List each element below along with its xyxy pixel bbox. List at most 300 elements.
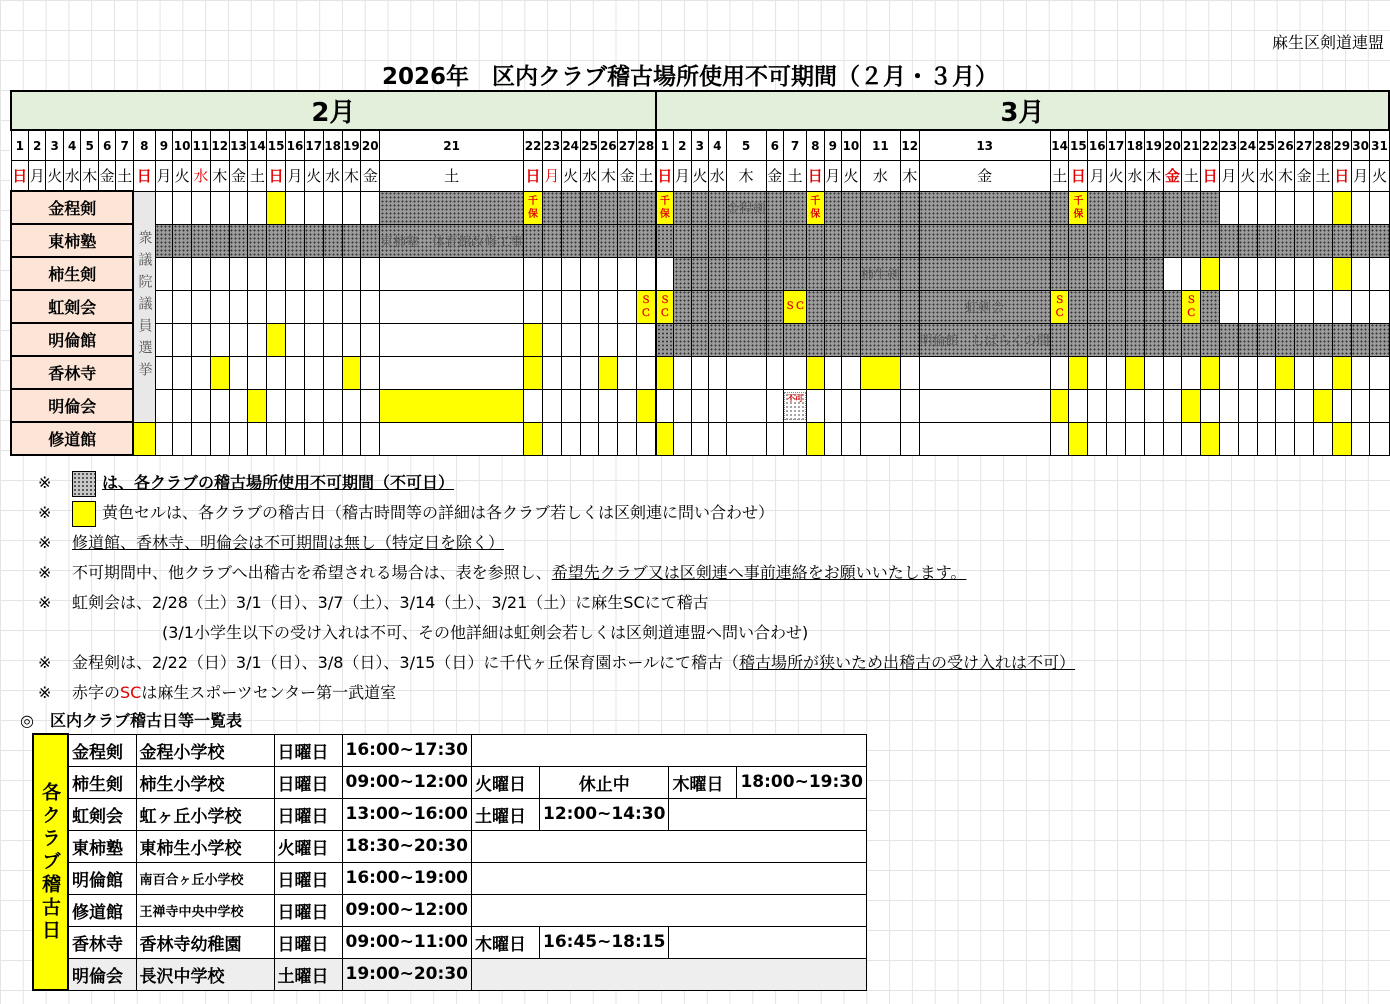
- day-cell: [824, 224, 841, 257]
- day-cell: [304, 290, 323, 323]
- day-cell: [726, 323, 766, 356]
- day-cell: [1201, 257, 1220, 290]
- day-cell: [1182, 356, 1201, 389]
- day-number: 25: [1257, 130, 1276, 161]
- day-cell: [1088, 356, 1107, 389]
- time-1: 09:00~12:00: [342, 766, 471, 798]
- day-cell: [1219, 389, 1238, 422]
- day-cell: [726, 356, 766, 389]
- day-cell: [1088, 191, 1107, 224]
- day-cell: [807, 290, 824, 323]
- day-cell: [1314, 257, 1333, 290]
- weekday: 水: [1125, 161, 1144, 192]
- day-cell: [323, 356, 342, 389]
- day-number: 3: [691, 130, 708, 161]
- day-cell: [542, 356, 561, 389]
- day-cell: [323, 422, 342, 455]
- day-cell: [1314, 422, 1333, 455]
- day-cell: [380, 257, 524, 290]
- weekday: 日: [656, 161, 674, 192]
- day-cell: [1201, 389, 1220, 422]
- club-name: 香林寺: [11, 356, 133, 389]
- club-name: 明倫会: [11, 389, 133, 422]
- day-cell: [860, 323, 900, 356]
- club-name: 香林寺: [68, 926, 136, 958]
- schedule-row: [33, 894, 866, 926]
- weekday: 火: [842, 161, 861, 192]
- day-cell: [210, 356, 229, 389]
- schedule-row: [33, 862, 866, 894]
- day-cell: [1088, 389, 1107, 422]
- day-cell: [637, 389, 656, 422]
- day-cell: [248, 191, 267, 224]
- day-cell: [674, 224, 691, 257]
- schedule-row: [33, 830, 866, 862]
- page-title: 2026年 区内クラブ稽古場所使用不可期間（２月・３月）: [381, 64, 998, 90]
- day-cell: [1163, 224, 1182, 257]
- day-cell: [580, 290, 599, 323]
- unavailable-label: 金程剣: [726, 202, 766, 217]
- day-cell: [361, 323, 380, 356]
- day-cell: [1107, 290, 1126, 323]
- day-cell: [691, 389, 708, 422]
- weekday: 木: [726, 161, 766, 192]
- day-cell: [1295, 224, 1314, 257]
- day-cell: [286, 422, 305, 455]
- day-cell: [1332, 191, 1351, 224]
- club-name: 虹剣会: [68, 798, 136, 830]
- club-name: 柿生剣: [11, 257, 133, 290]
- weekday: 日: [1332, 161, 1351, 192]
- day-cell: [1125, 224, 1144, 257]
- day-cell: [380, 356, 524, 389]
- club-name: 明倫館: [11, 323, 133, 356]
- weekday-1: 日曜日: [274, 766, 342, 798]
- weekday: 火: [561, 161, 580, 192]
- day-cell: [1069, 422, 1088, 455]
- day-cell: [155, 356, 172, 389]
- day-cell: [691, 290, 708, 323]
- day-number: 19: [1144, 130, 1163, 161]
- schedule-table: [32, 733, 867, 991]
- day-cell: [1238, 224, 1257, 257]
- weekday-2: 火曜日: [471, 766, 539, 798]
- day-cell: [1107, 257, 1126, 290]
- day-cell: [248, 422, 267, 455]
- day-number: 28: [637, 130, 656, 161]
- day-cell: [637, 323, 656, 356]
- time-1: 16:00~17:30: [342, 734, 471, 766]
- day-cell: [561, 257, 580, 290]
- day-cell: [155, 191, 172, 224]
- day-cell: [691, 323, 708, 356]
- practice-place: 香林寺幼稚園: [136, 926, 274, 958]
- day-cell: [1332, 422, 1351, 455]
- day-cell: [248, 323, 267, 356]
- day-cell: [1088, 422, 1107, 455]
- day-cell: [1257, 389, 1276, 422]
- day-cell: [1314, 356, 1333, 389]
- day-cell: [1107, 356, 1126, 389]
- day-cell: [919, 290, 1050, 323]
- chiho-mark: 千保: [524, 191, 543, 224]
- day-cell: [542, 323, 561, 356]
- sc-mark: ＳＣ: [637, 290, 656, 323]
- club-row: [11, 389, 1389, 422]
- day-cell: [784, 191, 807, 224]
- day-number: 14: [248, 130, 267, 161]
- day-cell: [842, 389, 861, 422]
- day-number: 18: [1125, 130, 1144, 161]
- day-number: 4: [709, 130, 726, 161]
- day-cell: [1144, 191, 1163, 224]
- day-cell: [342, 389, 361, 422]
- day-cell: [726, 389, 766, 422]
- day-cell: [807, 422, 824, 455]
- day-cell: [1332, 356, 1351, 389]
- day-cell: [919, 257, 1050, 290]
- day-cell: [807, 257, 824, 290]
- day-cell: [919, 422, 1050, 455]
- day-cell: [1088, 323, 1107, 356]
- day-cell: [1069, 290, 1088, 323]
- day-cell: [304, 323, 323, 356]
- day-cell: [192, 224, 211, 257]
- day-number: 22: [524, 130, 543, 161]
- day-cell: [1163, 323, 1182, 356]
- note-yellow: ※ 黄色セルは、各クラブの稽古日（稽古時間等の詳細は各クラブ若しくは区剣連に問い合わせ）: [38, 498, 1075, 528]
- time-1: 16:00~19:00: [342, 862, 471, 894]
- day-number: 18: [323, 130, 342, 161]
- day-number: 29: [1332, 130, 1351, 161]
- day-cell: [637, 422, 656, 455]
- day-cell: [561, 389, 580, 422]
- sc-mark: ＳＣ: [784, 290, 807, 323]
- day-cell: [691, 224, 708, 257]
- weekday: 月: [28, 161, 45, 192]
- day-cell: [248, 224, 267, 257]
- day-cell: [248, 389, 267, 422]
- chiho-mark: 千保: [656, 191, 674, 224]
- day-cell: [229, 290, 248, 323]
- day-cell: [561, 290, 580, 323]
- day-cell: [323, 257, 342, 290]
- organization-name: 麻生区剣道連盟: [1271, 33, 1384, 52]
- day-cell: [900, 191, 919, 224]
- day-number: 7: [116, 130, 133, 161]
- day-cell: [1201, 323, 1220, 356]
- day-cell: [1107, 389, 1126, 422]
- day-cell: [1219, 257, 1238, 290]
- day-number: 12: [210, 130, 229, 161]
- day-cell: [1332, 257, 1351, 290]
- day-cell: [1125, 323, 1144, 356]
- day-number: 27: [618, 130, 637, 161]
- day-cell: [1219, 290, 1238, 323]
- club-name: 金程剣: [11, 191, 133, 224]
- day-cell: [860, 191, 900, 224]
- day-cell: [380, 224, 524, 257]
- sc-mark: ＳＣ: [1050, 290, 1069, 323]
- day-cell: [524, 356, 543, 389]
- day-cell: [726, 191, 766, 224]
- day-cell: [1182, 422, 1201, 455]
- weekday-1: 日曜日: [274, 894, 342, 926]
- weekday-1: 日曜日: [274, 734, 342, 766]
- weekday-1: 日曜日: [274, 862, 342, 894]
- day-cell: [1332, 224, 1351, 257]
- day-cell: [900, 422, 919, 455]
- day-cell: [524, 224, 543, 257]
- day-cell: [286, 323, 305, 356]
- day-cell: [709, 323, 726, 356]
- day-cell: [173, 323, 192, 356]
- day-number: 24: [1238, 130, 1257, 161]
- day-cell: [807, 224, 824, 257]
- day-cell: [1163, 389, 1182, 422]
- day-cell: [618, 422, 637, 455]
- day-number: 21: [1182, 130, 1201, 161]
- day-cell: [342, 224, 361, 257]
- day-number: 15: [267, 130, 286, 161]
- day-cell: [1238, 191, 1257, 224]
- weekday: 日: [133, 161, 155, 192]
- day-cell: [1069, 389, 1088, 422]
- day-cell: [267, 191, 286, 224]
- day-cell: [637, 224, 656, 257]
- day-cell: [248, 356, 267, 389]
- day-cell: [304, 191, 323, 224]
- empty-cell: [471, 958, 866, 990]
- time-2: 16:45~18:15: [539, 926, 668, 958]
- day-cell: [766, 257, 783, 290]
- day-number: 20: [361, 130, 380, 161]
- day-number: 12: [900, 130, 919, 161]
- day-cell: [784, 356, 807, 389]
- day-cell: [842, 290, 861, 323]
- day-cell: [1351, 290, 1370, 323]
- day-cell: [1163, 191, 1182, 224]
- day-cell: [1182, 224, 1201, 257]
- chiho-mark: 千保: [807, 191, 824, 224]
- day-cell: [1257, 290, 1276, 323]
- club-row: [11, 257, 1389, 290]
- day-cell: [1370, 422, 1389, 455]
- practice-place: 長沢中学校: [136, 958, 274, 990]
- day-cell: [807, 389, 824, 422]
- day-cell: [860, 224, 900, 257]
- day-cell: [1201, 422, 1220, 455]
- day-cell: [1050, 224, 1069, 257]
- day-cell: [229, 422, 248, 455]
- day-cell: [155, 290, 172, 323]
- day-cell: [726, 422, 766, 455]
- day-cell: [342, 191, 361, 224]
- weekday: 月: [824, 161, 841, 192]
- day-cell: [323, 323, 342, 356]
- day-cell: [824, 422, 841, 455]
- day-cell: [286, 257, 305, 290]
- day-cell: [1125, 290, 1144, 323]
- day-cell: [524, 422, 543, 455]
- day-cell: [656, 323, 674, 356]
- day-cell: [210, 257, 229, 290]
- day-number: 3: [46, 130, 63, 161]
- time-3: 18:00~19:30: [737, 766, 866, 798]
- day-cell: [380, 191, 524, 224]
- day-cell: [1276, 422, 1295, 455]
- day-cell: [210, 290, 229, 323]
- day-number: 16: [1088, 130, 1107, 161]
- club-name: 明倫館: [68, 862, 136, 894]
- day-cell: [155, 323, 172, 356]
- unavailable-label: 柿生剣: [860, 268, 900, 283]
- day-cell: [1107, 224, 1126, 257]
- day-cell: [1257, 422, 1276, 455]
- day-cell: [1125, 356, 1144, 389]
- weekday: 木: [900, 161, 919, 192]
- day-cell: [674, 323, 691, 356]
- club-row: [11, 224, 1389, 257]
- day-cell: [361, 224, 380, 257]
- day-cell: [618, 191, 637, 224]
- day-cell: [580, 422, 599, 455]
- empty-cell: [669, 926, 866, 958]
- day-cell: [1201, 191, 1220, 224]
- day-number: 2: [674, 130, 691, 161]
- day-number: 20: [1163, 130, 1182, 161]
- day-cell: [900, 356, 919, 389]
- day-cell: [155, 257, 172, 290]
- club-name: 東柿塾: [68, 830, 136, 862]
- day-cell: [766, 422, 783, 455]
- day-cell: [361, 422, 380, 455]
- day-cell: [1069, 224, 1088, 257]
- day-cell: [709, 356, 726, 389]
- day-cell: [580, 191, 599, 224]
- weekday: 土: [1050, 161, 1069, 192]
- weekday: 日: [1069, 161, 1088, 192]
- weekday: 火: [691, 161, 708, 192]
- day-cell: [599, 356, 618, 389]
- day-cell: [824, 191, 841, 224]
- day-number: 26: [1276, 130, 1295, 161]
- day-cell: [656, 356, 674, 389]
- day-cell: [637, 356, 656, 389]
- day-cell: [674, 191, 691, 224]
- day-cell: [842, 257, 861, 290]
- day-cell: [691, 257, 708, 290]
- day-cell: [674, 422, 691, 455]
- day-cell: [1163, 257, 1182, 290]
- day-cell: [342, 290, 361, 323]
- day-cell: [192, 356, 211, 389]
- day-cell: [155, 389, 172, 422]
- day-cell: [580, 389, 599, 422]
- day-cell: [674, 290, 691, 323]
- weekday: 土: [248, 161, 267, 192]
- club-name: 修道館: [68, 894, 136, 926]
- unavailable-label: 虹剣会: [965, 301, 1005, 316]
- day-number: 15: [1069, 130, 1088, 161]
- note-visit: ※ 不可期間中、他クラブへ出稽古を希望される場合は、表を参照し、希望先クラブ又は区剣連へ事前連絡をお願いいたします。: [38, 563, 967, 582]
- weekday: 木: [599, 161, 618, 192]
- club-name: 金程剣: [68, 734, 136, 766]
- day-cell: [1276, 323, 1295, 356]
- day-cell: [229, 323, 248, 356]
- day-cell: [1370, 224, 1389, 257]
- day-cell: [192, 257, 211, 290]
- practice-place: 東柿生小学校: [136, 830, 274, 862]
- day-number: 1: [11, 130, 28, 161]
- day-cell: [1219, 323, 1238, 356]
- day-cell: [860, 422, 900, 455]
- day-number: 17: [1107, 130, 1126, 161]
- day-cell: [323, 389, 342, 422]
- day-cell: [674, 356, 691, 389]
- note-sc: ※ 赤字のSCは麻生スポーツセンター第一武道室: [38, 683, 397, 702]
- day-cell: [766, 290, 783, 323]
- day-cell: [229, 356, 248, 389]
- day-cell: [1088, 224, 1107, 257]
- day-cell: [1144, 389, 1163, 422]
- day-cell: [1219, 356, 1238, 389]
- day-cell: [542, 422, 561, 455]
- day-cell: [1314, 290, 1333, 323]
- weekday: 木: [210, 161, 229, 192]
- day-cell: [286, 290, 305, 323]
- day-cell: [304, 224, 323, 257]
- day-cell: [824, 290, 841, 323]
- day-number: 10: [842, 130, 861, 161]
- day-cell: [656, 224, 674, 257]
- day-number: 11: [860, 130, 900, 161]
- time-1: 19:00~20:30: [342, 958, 471, 990]
- club-row: [11, 290, 1389, 323]
- day-cell: [1238, 290, 1257, 323]
- day-cell: [580, 257, 599, 290]
- club-name: 明倫会: [68, 958, 136, 990]
- day-cell: [361, 257, 380, 290]
- day-cell: [656, 257, 674, 290]
- day-cell: [824, 257, 841, 290]
- day-cell: [1182, 191, 1201, 224]
- day-cell: [229, 257, 248, 290]
- empty-cell: [471, 734, 866, 766]
- day-cell: [807, 323, 824, 356]
- note-kokenkai: ※ 虹剣会は、2/28（土）3/1（日）、3/7（土）、3/14（土）、3/21（土）に麻生SCにて稽古: [38, 593, 709, 612]
- day-cell: [173, 389, 192, 422]
- weekday: 土: [1314, 161, 1333, 192]
- day-cell: [784, 224, 807, 257]
- day-cell: [919, 224, 1050, 257]
- day-cell: [860, 257, 900, 290]
- day-cell: [1295, 356, 1314, 389]
- day-cell: [1144, 290, 1163, 323]
- day-cell: [361, 191, 380, 224]
- day-cell: [286, 356, 305, 389]
- day-cell: [860, 290, 900, 323]
- day-number: 1: [656, 130, 674, 161]
- day-cell: [842, 323, 861, 356]
- day-cell: [599, 422, 618, 455]
- day-cell: [618, 257, 637, 290]
- day-cell: [824, 389, 841, 422]
- weekday: 火: [1370, 161, 1389, 192]
- day-cell: [1332, 290, 1351, 323]
- day-cell: [709, 224, 726, 257]
- weekday: 土: [116, 161, 133, 192]
